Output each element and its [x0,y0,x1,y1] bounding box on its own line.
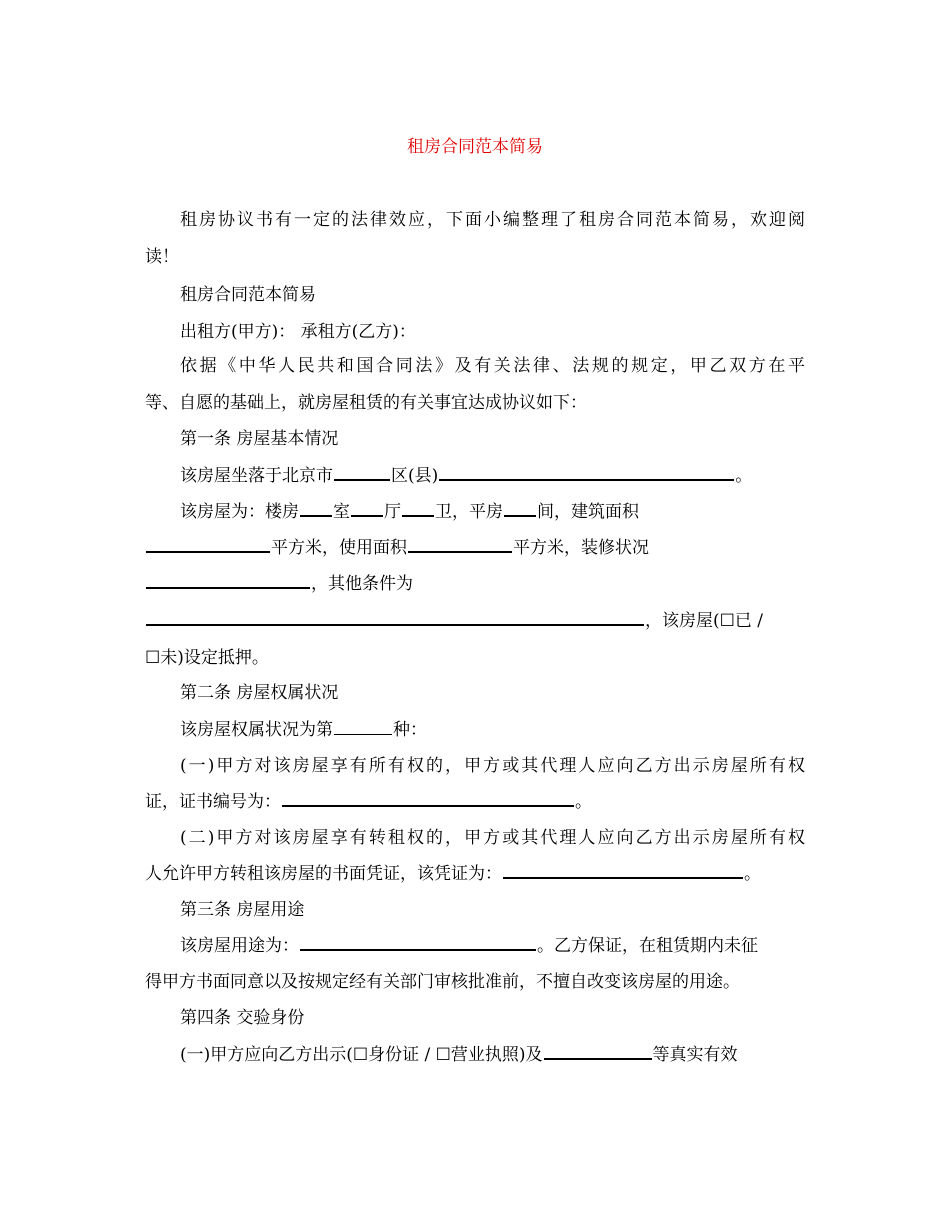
area-line: 平方米，使用面积 平方米，装修状况 [145,535,805,561]
decoration-line: ，其他条件为 [145,571,805,597]
basis-line-1: 依据《中华人民共和国合同法》及有关法律、法规的规定，甲乙双方在平 [180,356,805,376]
usage-line-2: 得甲方书面同意以及按规定经有关部门审核批准前，不擅自改变该房屋的用途。 [145,972,740,992]
article-3-heading: 第三条 房屋用途 [180,900,305,920]
district-blank [334,463,390,481]
location-line: 该房屋坐落于北京市 区(县) 。 [180,463,805,489]
article-1-heading: 第一条 房屋基本情况 [180,429,339,449]
sublease-voucher-blank [503,861,743,879]
documents-blank [544,1042,652,1060]
intro-line-2: 读！ [145,247,179,267]
usage-blank [300,933,536,951]
ownership-kind-line: 该房屋权属状况为第 种： [180,720,427,740]
other-conditions-blank [146,608,644,626]
parties-line: 出租方(甲方)： 承租方(乙方)： [180,322,416,342]
document-title: 租房合同范本简易 [407,137,543,157]
ownership-1-line-2: 证，证书编号为： 。 [145,789,805,815]
intro-line-1: 租房协议书有一定的法律效应，下面小编整理了租房合同范本简易，欢迎阅 [180,210,805,230]
ownership-2-line-1: (二)甲方对该房屋享有转租权的，甲方或其代理人应向乙方出示房屋所有权 [180,828,805,848]
identity-line-1: (一)甲方应向乙方出示(☐身份证 / ☐营业执照)及 等真实有效 [180,1042,805,1068]
usable-area-blank [408,535,512,553]
ownership-2-line-2: 人允许甲方转租该房屋的书面凭证，该凭证为： 。 [145,861,805,887]
mortgage-line: ☐未)设定抵押。 [145,648,269,668]
address-blank [439,463,734,481]
article-2-heading: 第二条 房屋权属状况 [180,683,339,703]
decoration-blank [146,571,310,589]
article-4-heading: 第四条 交验身份 [180,1008,305,1028]
other-conditions-line: ，该房屋(☐已 / [145,608,805,634]
certificate-number-blank [282,789,574,807]
bungalow-rooms-blank [504,499,536,517]
halls-blank [351,499,383,517]
usage-line-1: 该房屋用途为： 。乙方保证，在租赁期内未征 [180,933,805,959]
ownership-1-line-1: (一)甲方对该房屋享有所有权的，甲方或其代理人应向乙方出示房屋所有权 [180,756,805,776]
ownership-kind-blank [334,718,392,735]
building-area-blank [146,535,270,553]
house-type-line: 该房屋为：楼房 室 厅 卫，平房 间，建筑面积 [180,499,805,525]
baths-blank [402,499,434,517]
rooms-blank [300,499,332,517]
contract-subtitle: 租房合同范本简易 [180,285,316,305]
basis-line-2: 等、自愿的基础上，就房屋租赁的有关事宜达成协议如下： [145,393,587,413]
